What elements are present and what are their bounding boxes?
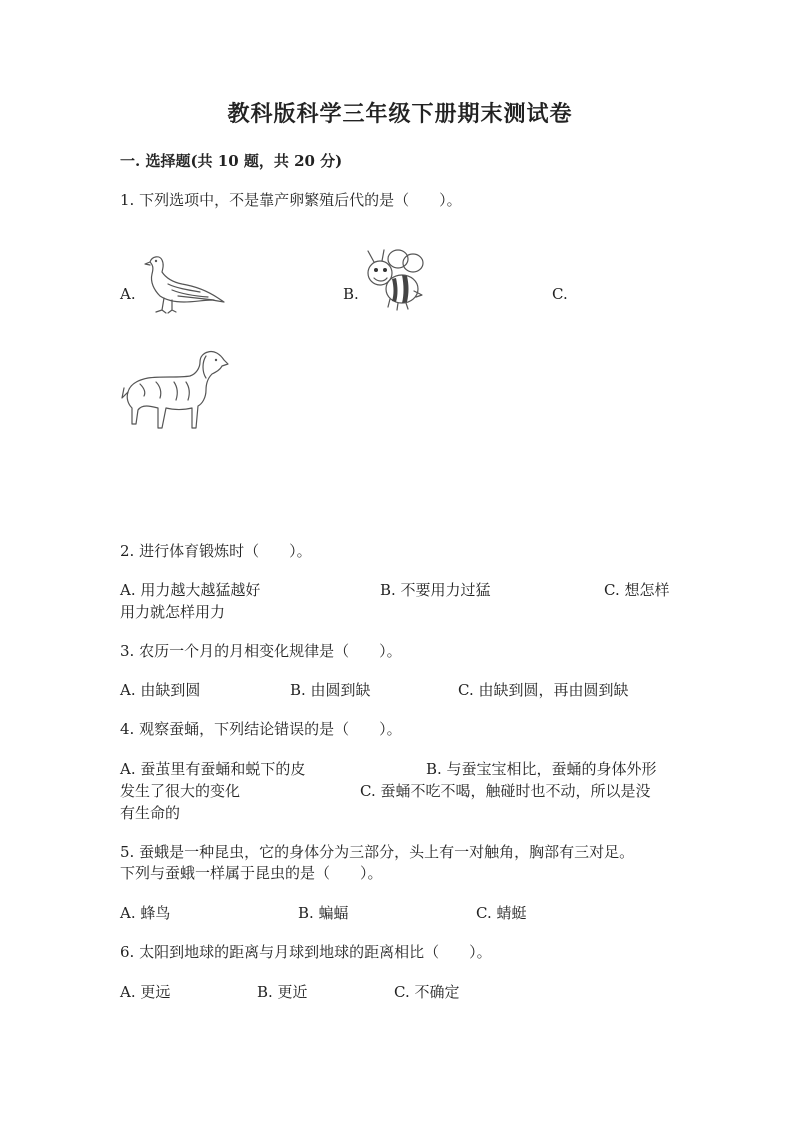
- question-1-option-b: B.: [343, 285, 359, 303]
- pigeon-image: [138, 250, 228, 320]
- question-2-option-a: A. 用力越大越猛越好: [120, 581, 261, 599]
- question-6-stem: 6. 太阳到地球的距离与月球到地球的距离相比（ ）。: [120, 943, 492, 961]
- question-2-stem: 2. 进行体育锻炼时（ ）。: [120, 542, 312, 560]
- question-3-option-b: B. 由圆到缺: [290, 681, 371, 699]
- dog-image: [120, 348, 232, 434]
- question-1-option-a: A.: [120, 285, 136, 303]
- question-2-option-c-wrap: 用力就怎样用力: [120, 603, 226, 621]
- question-6-option-b: B. 更近: [257, 983, 308, 1001]
- question-6-option-c: C. 不确定: [394, 983, 460, 1001]
- bee-image: [360, 247, 430, 312]
- page-title: 教科版科学三年级下册期末测试卷: [227, 101, 573, 127]
- question-5-option-c: C. 蜻蜓: [476, 904, 527, 922]
- question-1-stem: 1. 下列选项中，不是靠产卵繁殖后代的是（ ）。: [120, 191, 462, 209]
- question-2-option-b: B. 不要用力过猛: [380, 581, 491, 599]
- question-3-option-a: A. 由缺到圆: [120, 681, 201, 699]
- question-6-option-a: A. 更远: [120, 983, 171, 1001]
- question-4-option-a: A. 蚕茧里有蚕蛹和蜕下的皮: [120, 760, 306, 778]
- question-5-stem-line2: 下列与蚕蛾一样属于昆虫的是（ ）。: [120, 864, 383, 882]
- question-5-stem: 5. 蚕蛾是一种昆虫，它的身体分为三部分，头上有一对触角，胸部有三对足。: [120, 843, 635, 861]
- question-5-option-b: B. 蝙蝠: [298, 904, 349, 922]
- question-4-option-b: B. 与蚕宝宝相比，蚕蛹的身体外形: [426, 760, 657, 778]
- question-3-stem: 3. 农历一个月的月相变化规律是（ ）。: [120, 642, 402, 660]
- question-4-option-c: C. 蚕蛹不吃不喝，触碰时也不动，所以是没: [360, 782, 651, 800]
- question-5-option-a: A. 蜂鸟: [120, 904, 171, 922]
- question-3-option-c: C. 由缺到圆，再由圆到缺: [458, 681, 629, 699]
- question-4-option-b-wrap: 发生了很大的变化: [120, 782, 241, 800]
- question-1-option-c: C.: [552, 285, 568, 303]
- question-2-option-c: C. 想怎样: [604, 581, 670, 599]
- question-4-stem: 4. 观察蚕蛹，下列结论错误的是（ ）。: [120, 720, 402, 738]
- section-heading: 一. 选择题(共 10 题，共 20 分): [120, 152, 343, 170]
- question-4-option-c-wrap: 有生命的: [120, 804, 181, 822]
